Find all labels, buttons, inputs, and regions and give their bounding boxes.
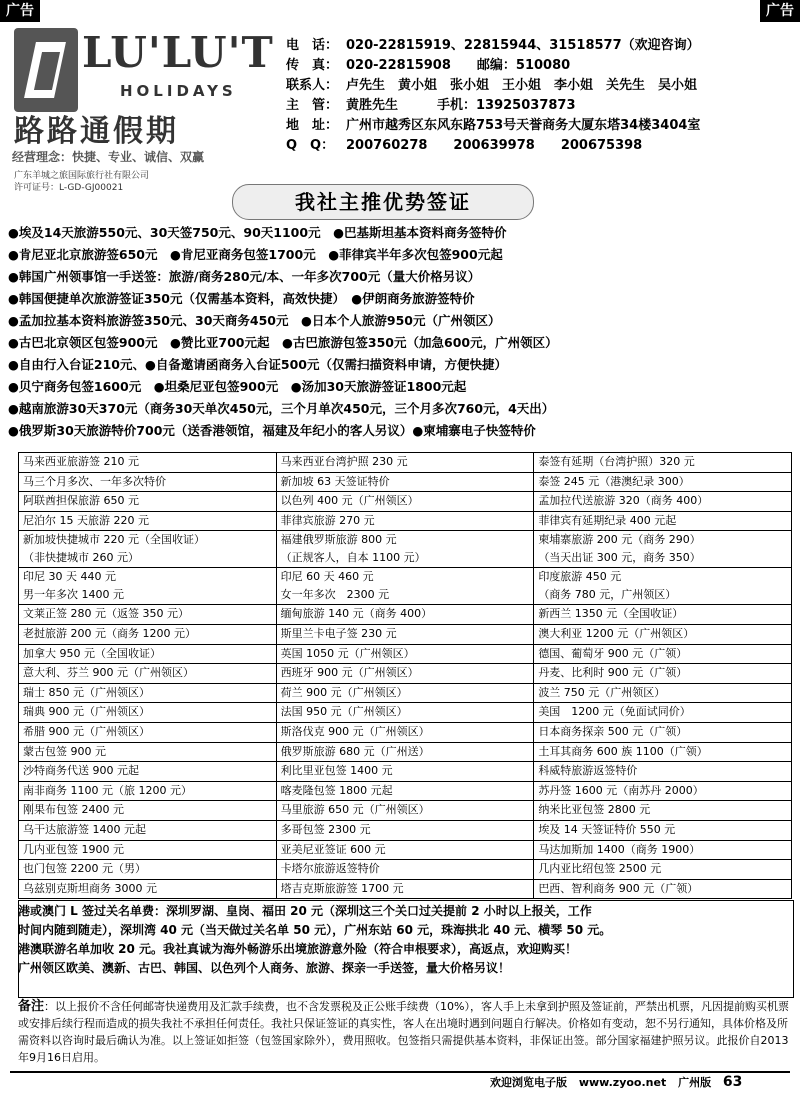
table-cell: 日本商务探亲 500 元（广领） [534,722,792,742]
list-item: ●韩国广州领事馆一手送签：旅游/商务280元/本、一年多次700元（量大价格另议） [8,269,481,284]
table-cell: 马达加斯加 1400（商务 1900） [534,840,792,860]
table-cell: 意大利、芬兰 900 元（广州领区） [19,664,277,684]
table-cell: 加拿大 950 元（全国收证） [19,644,277,664]
contact-block [286,36,796,156]
table-cell: 波兰 750 元（广州领区） [534,683,792,703]
footer-divider [10,1071,790,1073]
table-row [19,703,792,723]
table-cell: 乌兹别克斯坦商务 3000 元 [19,879,277,899]
table-cell: 斯洛伐克 900 元（广州领区） [276,722,534,742]
table-cell: 菲律宾旅游 270 元 [276,511,534,531]
ad-corner-label-left: 广告 [0,0,40,22]
table-cell: 荷兰 900 元（广州领区） [276,683,534,703]
table-cell: 尼泊尔 15 天旅游 220 元 [19,511,277,531]
contact-qq: Q Q： 200760278 200639978 200675398 [286,138,643,153]
table-cell: 利比里亚包签 1400 元 [276,762,534,782]
table-row [19,453,792,473]
table-cell: 印度旅游 450 元 （商务 780 元，广州领区） [534,568,792,605]
list-item: ●自由行入台证210元、●自备邀请函商务入台证500元（仅需扫描资料申请，方便快捷） [8,357,508,372]
table-cell: 马来西亚台湾护照 230 元 [276,453,534,473]
footer-url[interactable]: www.zyoo.net [578,1076,667,1089]
table-row [19,762,792,782]
table-cell: 马里旅游 650 元（广州领区） [276,801,534,821]
table-cell: 文莱正签 280 元（返签 350 元） [19,605,277,625]
table-cell: 俄罗斯旅游 680 元（广州送） [276,742,534,762]
table-cell: 美国 1200 元（免面试同价） [534,703,792,723]
table-cell: 沙特商务代送 900 元起 [19,762,277,782]
brand-subtitle: HOLIDAYS [120,82,237,100]
table-row [19,840,792,860]
list-item: ●埃及14天旅游550元、30天签750元、90天1100元 ●巴基斯坦基本资料商务签特价 [8,225,507,240]
contact-manager: 主 管： 黄胜先生 手机：13925037873 [286,98,576,113]
table-cell: 法国 950 元（广州领区） [276,703,534,723]
table-row [19,605,792,625]
list-item: ●俄罗斯30天旅游特价700元（送香港领馆，福建及年纪小的客人另议）●柬埔寨电子快签特价 [8,423,536,438]
table-row [19,879,792,899]
remarks [18,998,792,1066]
table-cell: 印尼 30 天 440 元 男一年多次 1400 元 [19,568,277,605]
hk-notice-line: 时间内随到随走），深圳湾 40 元（当天做过关名单 50 元），广州东站 60 元，珠海拱北 40 元、横琴 50 元。 [18,923,612,937]
contact-phone: 电 话： 020-22815919、22815944、31518577（欢迎咨询） [286,38,700,53]
table-cell: 泰签有延期（台湾护照）320 元 [534,453,792,473]
table-row [19,568,792,605]
table-cell: 新加坡快捷城市 220 元（全国收证） （非快捷城市 260 元） [19,531,277,568]
table-row [19,531,792,568]
table-cell: 乌干达旅游签 1400 元起 [19,820,277,840]
hk-notice-line: 广州领区欧美、澳新、古巴、韩国、以色列个人商务、旅游、探亲一手送签，量大价格另议！ [18,961,511,975]
list-item: ●贝宁商务包签1600元 ●坦桑尼亚包签900元 ●汤加30天旅游签证1800元起 [8,379,467,394]
footer-label: 欢迎浏览电子版 [490,1076,567,1089]
table-cell: 喀麦隆包签 1800 元起 [276,781,534,801]
table-cell: 西班牙 900 元（广州领区） [276,664,534,684]
table-cell: 缅甸旅游 140 元（商务 400） [276,605,534,625]
table-cell: 德国、葡萄牙 900 元（广领） [534,644,792,664]
table-cell: 印尼 60 天 460 元 女一年多次 2300 元 [276,568,534,605]
list-item: ●古巴北京领区包签900元 ●赞比亚700元起 ●古巴旅游包签350元（加急600元，广州领区） [8,335,558,350]
brand-name: LU'LU'T [82,28,274,77]
hk-notice-line: 港或澳门 L 签过关名单费：深圳罗湖、皇岗、福田 20 元（深圳这三个关口过关提前 2 小时以上报关，工作 [18,904,592,918]
table-cell: 多哥包签 2300 元 [276,820,534,840]
table-row [19,742,792,762]
table-row [19,781,792,801]
contact-fax: 传 真： 020-22815908 邮编：510080 [286,58,571,73]
table-cell: 以色列 400 元（广州领区） [276,492,534,512]
table-cell: 瑞士 850 元（广州领区） [19,683,277,703]
list-item: ●肯尼亚北京旅游签650元 ●肯尼亚商务包签1700元 ●菲律宾半年多次包签900元起 [8,247,503,262]
company-logo [8,24,280,192]
table-cell: 南非商务 1100 元（旅 1200 元） [19,781,277,801]
list-item: ●越南旅游30天370元（商务30天单次450元，三个月单次450元，三个月多次760元，4天出） [8,401,555,416]
ad-corner-label-right: 广告 [760,0,800,22]
remarks-text: ：以上报价不含任何邮寄快递费用及汇款手续费，也不含发票税及正公账手续费（10%），客人手上未拿到护照及签证前，严禁出机票，凡因提前购买机票或安排后续行程而造成的损失我社不承担任何责任。我社只保证签证的真实性，客人在出境时遇到问题自行解决。价格如有变动，恕不另行通知，具体价格及所需资料以咨询时最后确认为准。以上签证如拒签（包签国家除外），费用照收。包签指只需提供基本资料，非保证出签。部分国家福建护照另议。此报价自2013年9月16日启用。 [18,1000,789,1064]
table-cell: 苏丹签 1600 元（南苏丹 2000） [534,781,792,801]
logo-mark-icon [14,28,78,112]
footer-edition: 广州版 [678,1076,712,1089]
table-cell: 塔吉克斯旅游签 1700 元 [276,879,534,899]
table-cell: 阿联酋担保旅游 650 元 [19,492,277,512]
table-cell: 刚果布包签 2400 元 [19,801,277,821]
table-row [19,860,792,880]
table-cell: 纳米比亚包签 2800 元 [534,801,792,821]
table-cell: 科威特旅游返签特价 [534,762,792,782]
table-cell: 澳大利亚 1200 元（广州领区） [534,624,792,644]
table-cell: 卡塔尔旅游返签特价 [276,860,534,880]
list-item: ●孟加拉基本资料旅游签350元、30天商务450元 ●日本个人旅游950元（广州领区） [8,313,501,328]
brand-chinese-name: 路路通假期 [14,114,179,149]
table-cell: 新西兰 1350 元（全国收证） [534,605,792,625]
table-cell: 马来西亚旅游签 210 元 [19,453,277,473]
table-cell: 蒙古包签 900 元 [19,742,277,762]
hk-notice [18,902,780,978]
table-cell: 新加坡 63 天签证特价 [276,472,534,492]
table-row [19,511,792,531]
table-cell: 斯里兰卡电子签 230 元 [276,624,534,644]
table-cell: 菲律宾有延期纪录 400 元起 [534,511,792,531]
contact-address: 地 址： 广州市越秀区东风东路753号天誉商务大厦东塔34楼3404室 [286,118,701,133]
table-cell: 几内亚包签 1900 元 [19,840,277,860]
table-cell: 瑞典 900 元（广州领区） [19,703,277,723]
table-cell: 几内亚比绍包签 2500 元 [534,860,792,880]
visa-price-table [18,452,792,899]
table-cell: 也门包签 2200 元（男） [19,860,277,880]
table-row [19,644,792,664]
page-footer [490,1074,790,1094]
list-item: ●韩国便捷单次旅游签证350元（仅需基本资料，高效快捷） ●伊朗商务旅游签特价 [8,291,475,306]
license-number: 许可证号：L-GD-GJ00021 [14,183,124,193]
company-name: 广东羊城之旅国际旅行社有限公司 [14,171,150,181]
remarks-label: 备注 [18,999,45,1014]
table-row [19,683,792,703]
table-row [19,472,792,492]
table-cell: 老挝旅游 200 元（商务 1200 元） [19,624,277,644]
page-number: 63 [722,1074,743,1090]
table-cell: 亚美尼亚签证 600 元 [276,840,534,860]
featured-visa-list [8,222,798,442]
table-cell: 丹麦、比利时 900 元（广领） [534,664,792,684]
contact-persons: 联系人： 卢先生 黄小姐 张小姐 王小姐 李小姐 关先生 吴小姐 [286,78,698,93]
table-cell: 柬埔寨旅游 200 元（商务 290） （当天出证 300 元，商务 350） [534,531,792,568]
table-cell: 福建俄罗斯旅游 800 元 （正规客人，自本 1100 元） [276,531,534,568]
table-cell: 埃及 14 天签证特价 550 元 [534,820,792,840]
section-title: 我社主推优势签证 [232,184,534,220]
table-cell: 泰签 245 元（港澳纪录 300） [534,472,792,492]
table-row [19,492,792,512]
table-row [19,801,792,821]
hk-notice-line: 港澳联游名单加收 20 元。我社真诚为海外畅游乐出境旅游意外险（符合申根要求），高返点，欢迎购买！ [18,942,578,956]
business-slogan: 经营理念：快捷、专业、诚信、双赢 [12,150,205,164]
table-cell: 巴西、智利商务 900 元（广领） [534,879,792,899]
table-row [19,624,792,644]
table-cell: 希腊 900 元（广州领区） [19,722,277,742]
table-cell: 孟加拉代送旅游 320（商务 400） [534,492,792,512]
table-row [19,664,792,684]
table-cell: 土耳其商务 600 族 1100（广领） [534,742,792,762]
table-cell: 英国 1050 元（广州领区） [276,644,534,664]
table-cell: 马三个月多次、一年多次特价 [19,472,277,492]
table-row [19,820,792,840]
table-row [19,722,792,742]
